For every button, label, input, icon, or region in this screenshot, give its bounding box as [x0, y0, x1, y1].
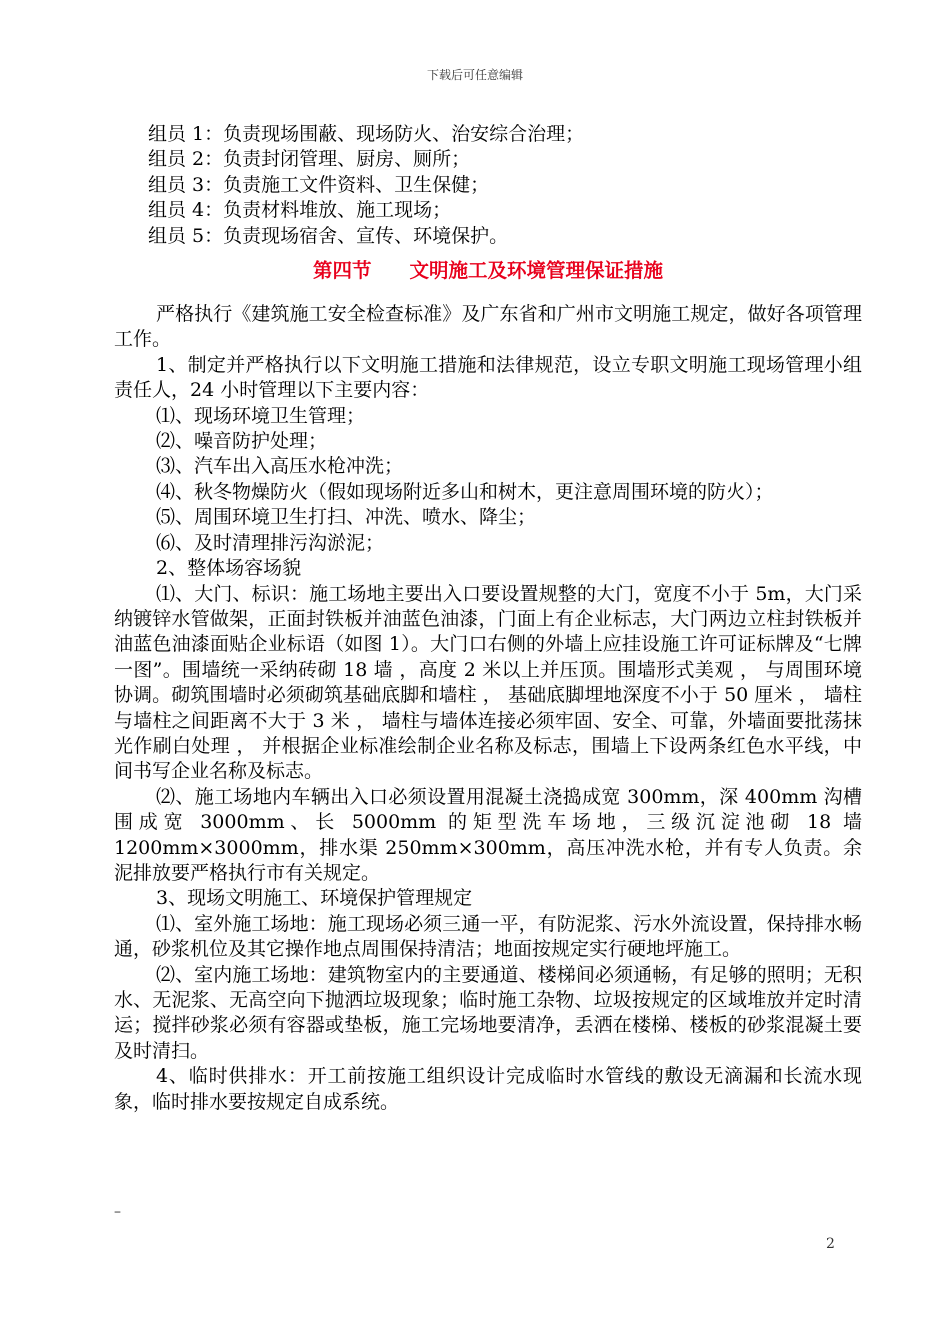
paragraph: ⑵、室内施工场地：建筑物室内的主要通道、楼梯间必须通畅，有足够的照明；无积水、无泥浆、无高空向下抛洒垃圾现象；临时施工杂物、垃圾按规定的区域堆放并定时清运；搅拌砂浆必须有容器或垫板，施工完场地要清净，丢洒在楼梯、楼板的砂浆混凝土要及时清扫。: [114, 963, 862, 1062]
paragraph: ⑴、室外施工场地：施工现场必须三通一平，有防泥浆、污水外流设置，保持排水畅通，砂浆机位及其它操作地点周围保持清洁；地面按规定实行硬地坪施工。: [114, 912, 862, 961]
member-line: 组员 3：负责施工文件资料、卫生保健；: [148, 173, 490, 196]
paragraph: ⑹、及时清理排污沟淤泥；: [156, 531, 385, 554]
paragraph: ⑶、汽车出入高压水枪冲洗；: [156, 455, 404, 478]
member-line: 组员 4：负责材料堆放、施工现场；: [148, 199, 452, 222]
paragraph: 1、制定并严格执行以下文明施工措施和法律规范，设立专职文明施工现场管理小组责任人，24 小时管理以下主要内容：: [114, 353, 862, 402]
page-header: 下载后可任意编辑: [426, 68, 523, 82]
section-heading: [114, 258, 862, 284]
section-number: 第四节: [312, 259, 372, 283]
section-title: 文明施工及环境管理保证措施: [409, 259, 664, 283]
paragraph: 3、现场文明施工、环境保护管理规定: [156, 887, 473, 910]
paragraph: 4、临时供排水：开工前按施工组织设计完成临时水管线的敷设无滴漏和长流水现象，临时排水要按规定自成系统。: [114, 1065, 862, 1113]
document-body: [114, 122, 862, 1115]
member-line: 组员 2：负责封闭管理、厨房、厕所；: [148, 148, 471, 171]
paragraph: ⑵、施工场地内车辆出入口必须设置用混凝土浇捣成宽 300mm，深 400mm 沟槽围成宽 3000mm、长 5000mm 的矩型洗车场地，三级沉淀池砌 18 墙 1200mm×3000mm，排水渠 250mm×300mm，高压冲洗水枪，并有专人负责。余泥排放要严格执行市有关规定。: [114, 785, 862, 884]
paragraph: ⑴、现场环境卫生管理；: [156, 404, 366, 427]
member-line: 组员 1：负责现场围蔽、现场防火、治安综合治理；: [148, 123, 585, 145]
page-number: 2: [826, 1236, 835, 1252]
paragraph: 2、整体场容场貌: [156, 557, 302, 580]
paragraph: ⑴、大门、标识：施工场地主要出入口要设置规整的大门，宽度不小于 5m，大门采纳镀锌水管做架，正面封铁板并油蓝色油漆，门面上有企业标志，大门两边立柱封铁板并油蓝色油漆面贴企业标语（如图 1）。大门口右侧的外墙上应挂设施工许可证标牌及“七牌一图”。围墙统一采纳砖砌 18 墙 ，高度 2 米以上并压顶。围墙形式美观 ， 与周围环境协调。砌筑围墙时必须砌筑基础底脚和墙柱 ， 基础底脚埋地深度不小于 50 厘米 ， 墙柱与墙柱之间距离不大于 3 米 ， 墙柱与墙体连接必须牢固、安全、可靠，外墙面要批荡抹光作刷白处理 ， 并根据企业标准绘制企业名称及标志，围墙上下设两条红色水平线，中间书写企业名称及标志。: [114, 582, 862, 783]
paragraph: ⑸、周围环境卫生打扫、冲洗、喷水、降尘；: [156, 506, 537, 529]
paragraph: 严格执行《建筑施工安全检查标准》及广东省和广州市文明施工规定，做好各项管理工作。: [114, 303, 862, 351]
paragraph: ⑷、秋冬物燥防火（假如现场附近多山和树木，更注意周围环境的防火）；: [156, 480, 774, 503]
paragraph: ⑵、噪音防护处理；: [156, 430, 328, 453]
footer-mark: –: [114, 1204, 121, 1220]
member-line: 组员 5：负责现场宿舍、宣传、环境保护。: [148, 224, 509, 247]
